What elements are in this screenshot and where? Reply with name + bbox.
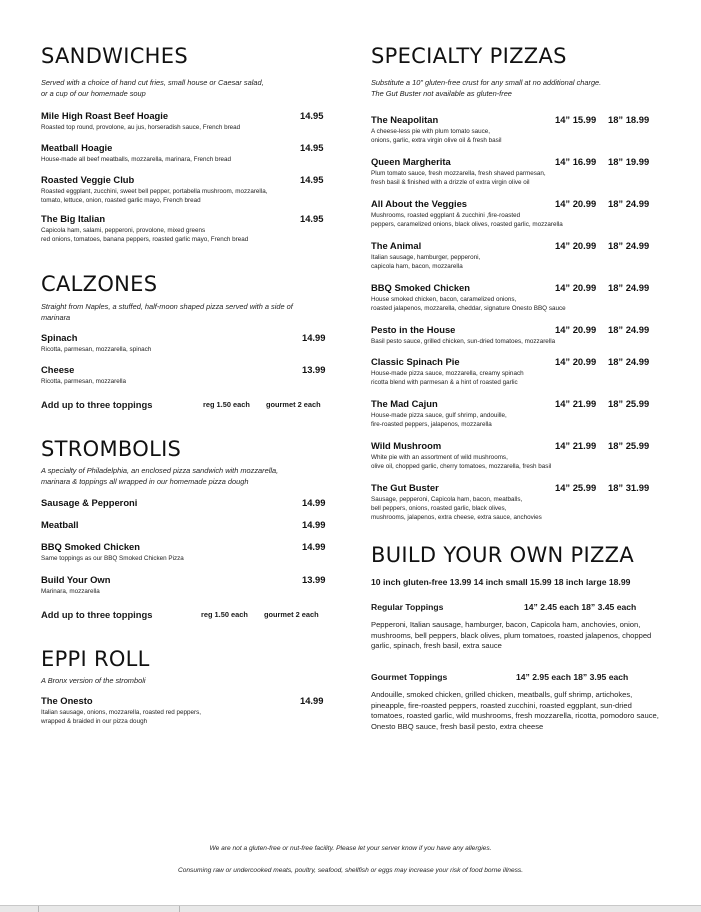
menu-item [371, 398, 661, 429]
item-price: 14.95 [300, 213, 324, 224]
build-your-own-title: BUILD YOUR OWN PIZZA [371, 543, 635, 567]
pizza-sizes-line: 10 inch gluten-free 13.99 14 inch small 15.99 18 inch large 18.99 [371, 577, 631, 587]
item-price: 14.95 [300, 174, 324, 185]
menu-item [41, 364, 329, 386]
add-toppings-label: Add up to three toppings [41, 609, 153, 620]
calzones-note: Straight from Naples, a stuffed, half-moon shaped pizza served with a side of marinara [41, 302, 293, 322]
item-name: Meatball Hoagie [41, 142, 113, 153]
item-name: All About the Veggies [371, 198, 468, 209]
price-14-inch: 14” 21.99 [555, 440, 597, 451]
price-18-inch: 18” 24.99 [608, 240, 650, 251]
price-14-inch: 14” 16.99 [555, 156, 597, 167]
strip-segment [39, 906, 180, 912]
gourmet-toppings-label: Gourmet Toppings [371, 672, 448, 682]
item-description: Mushrooms, roasted eggplant & zucchini ,fire-roasted peppers, caramelized onions, black olives, roasted garlic, mozzarella [371, 212, 563, 228]
item-name: The Onesto [41, 695, 93, 706]
menu-item [41, 174, 329, 205]
item-description: A cheese-less pie with plum tomato sauce, onions, garlic, extra virgin olive oil & fresh basil [371, 128, 502, 144]
item-price: 14.99 [302, 497, 326, 508]
item-description: Plum tomato sauce, fresh mozzarella, fresh shaved parmesan, fresh basil & finished with a drizzle of extra virgin olive oil [371, 170, 546, 186]
item-name: Sausage & Pepperoni [41, 497, 138, 508]
menu-item [41, 695, 329, 726]
item-price: 14.99 [302, 541, 326, 552]
price-14-inch: 14” 20.99 [555, 282, 597, 293]
allergy-notice: We are not a gluten-free or nut-free facility. Please let your server know if you have any allergies. [209, 845, 492, 852]
price-14-inch: 14” 20.99 [555, 356, 597, 367]
menu-item [41, 519, 329, 531]
menu-item [41, 110, 329, 132]
item-price: 14.99 [302, 332, 326, 343]
item-price: 13.99 [302, 364, 326, 375]
item-name: BBQ Smoked Chicken [371, 282, 470, 293]
strombolis-note: A specialty of Philadelphia, an enclosed pizza sandwich with mozzarella, marinara & toppings all wrapped in our homemade pizza dough [41, 466, 279, 486]
item-name: The Neapolitan [371, 114, 439, 125]
item-name: Meatball [41, 519, 79, 530]
price-18-inch: 18” 25.99 [608, 440, 650, 451]
specialty-pizzas-note: Substitute a 10" gluten-free crust for any small at no additional charge. The Gut Buster not available as gluten-free [371, 78, 602, 98]
item-description: Basil pesto sauce, grilled chicken, sun-dried tomatoes, mozzarella [371, 338, 556, 345]
strip-segment [0, 906, 39, 912]
price-14-inch: 14” 20.99 [555, 198, 597, 209]
gourmet-toppings-prices: 14” 2.95 each 18” 3.95 each [516, 672, 629, 682]
item-name: Cheese [41, 364, 75, 375]
price-18-inch: 18” 25.99 [608, 398, 650, 409]
add-toppings-line [41, 399, 329, 411]
item-description: Ricotta, parmesan, mozzarella, spinach [41, 346, 152, 353]
price-14-inch: 14” 20.99 [555, 240, 597, 251]
item-name: Spinach [41, 332, 78, 343]
menu-item [41, 332, 329, 354]
item-description: Roasted top round, provolone, au jus, horseradish sauce, French bread [41, 124, 241, 131]
item-description: Italian sausage, hamburger, pepperoni, capicola ham, bacon, mozzarella [371, 254, 481, 270]
menu-item [371, 440, 661, 471]
menu-item [41, 142, 329, 164]
menu-item [371, 198, 661, 229]
price-18-inch: 18” 24.99 [608, 282, 650, 293]
add-toppings-label: Add up to three toppings [41, 399, 153, 410]
item-name: The Big Italian [41, 213, 106, 224]
price-18-inch: 18” 24.99 [608, 198, 650, 209]
menu-item [371, 482, 661, 522]
item-price: 14.95 [300, 110, 324, 121]
regular-toppings-list: Pepperoni, Italian sausage, hamburger, bacon, Capicola ham, anchovies, onion, mushrooms, bell peppers, black olives, plum tomatoes, roasted jalapenos, chopped garlic, spinach, fresh basil, extra sauce [371, 620, 652, 650]
item-name: BBQ Smoked Chicken [41, 541, 140, 552]
item-name: Build Your Own [41, 574, 111, 585]
price-14-inch: 14” 20.99 [555, 324, 597, 335]
item-name: Pesto in the House [371, 324, 456, 335]
eppi-roll-note: A Bronx version of the stromboli [41, 676, 146, 685]
item-description: Roasted eggplant, zucchini, sweet bell pepper, portabella mushroom, mozzarella, tomato, lettuce, onion, roasted garlic mayo, French bread [41, 188, 268, 204]
item-price: 13.99 [302, 574, 326, 585]
item-name: Mile High Roast Beef Hoagie [41, 110, 169, 121]
item-description: Sausage, pepperoni, Capicola ham, bacon, meatballs, bell peppers, onions, roasted garlic, black olives, mushrooms, jalapenos, extra cheese, extra sauce, anchovies [371, 496, 542, 521]
item-name: The Gut Buster [371, 482, 439, 493]
regular-topping-price: reg 1.50 each [203, 400, 250, 409]
item-description: House-made pizza sauce, gulf shrimp, andouille, fire-roasted peppers, jalapenos, mozzarella [371, 412, 507, 428]
regular-toppings-prices: 14” 2.45 each 18” 3.45 each [524, 602, 637, 612]
gourmet-toppings-list: Andouille, smoked chicken, grilled chicken, meatballs, gulf shrimp, artichokes, pineapple, fire-roasted peppers, roasted zucchini, roasted eggplant, sun-dried tomatoes, roasted garlic, wild mushrooms, fresh mozzarella, ricotta, pomodoro sauce, Onesto BBQ sauce, fresh basil pesto, extra cheese [371, 690, 659, 731]
item-description: House-made pizza sauce, mozzarella, creamy spinach ricotta blend with parmesan & a hint of roasted garlic [371, 370, 524, 386]
menu-item [41, 541, 329, 563]
item-name: Roasted Veggie Club [41, 174, 135, 185]
gourmet-topping-price: gourmet 2 each [266, 400, 321, 409]
strombolis-title: STROMBOLIS [41, 437, 182, 461]
item-name: The Animal [371, 240, 422, 251]
item-name: The Mad Cajun [371, 398, 438, 409]
item-description: Capicola ham, salami, pepperoni, provolone, mixed greens red onions, tomatoes, banana peppers, roasted garlic mayo, French bread [41, 227, 249, 243]
item-name: Classic Spinach Pie [371, 356, 460, 367]
eppi-roll-title: EPPI ROLL [41, 647, 150, 671]
menu-item [41, 574, 329, 596]
menu-item [371, 324, 661, 346]
item-description: House-made all beef meatballs, mozzarella, marinara, French bread [41, 156, 232, 163]
price-18-inch: 18” 31.99 [608, 482, 650, 493]
sandwiches-note: Served with a choice of hand cut fries, small house or Caesar salad, or a cup of our homemade soup [41, 78, 264, 98]
item-price: 14.99 [300, 695, 324, 706]
item-price: 14.99 [302, 519, 326, 530]
specialty-pizzas-title: SPECIALTY PIZZAS [371, 44, 567, 68]
add-toppings-line [41, 609, 329, 621]
price-14-inch: 14” 21.99 [555, 398, 597, 409]
price-18-inch: 18” 19.99 [608, 156, 650, 167]
menu-item [371, 156, 661, 187]
gourmet-topping-price: gourmet 2 each [264, 610, 319, 619]
item-description: White pie with an assortment of wild mushrooms, olive oil, chopped garlic, cherry tomatoes, mozzarella, fresh basil [371, 454, 552, 470]
menu-item [371, 282, 661, 313]
item-description: Same toppings as our BBQ Smoked Chicken Pizza [41, 555, 184, 562]
calzones-title: CALZONES [41, 272, 158, 296]
item-description: Ricotta, parmesan, mozzarella [41, 378, 127, 385]
item-name: Queen Margherita [371, 156, 451, 167]
menu-item [41, 497, 329, 509]
price-18-inch: 18” 24.99 [608, 356, 650, 367]
regular-toppings-label: Regular Toppings [371, 602, 444, 612]
item-name: Wild Mushroom [371, 440, 442, 451]
item-price: 14.95 [300, 142, 324, 153]
price-14-inch: 14” 15.99 [555, 114, 597, 125]
regular-topping-price: reg 1.50 each [201, 610, 248, 619]
food-safety-notice: Consuming raw or undercooked meats, poultry, seafood, shellfish or eggs may increase your risk of food borne illness. [177, 867, 524, 874]
item-description: Italian sausage, onions, mozzarella, roasted red peppers, wrapped & braided in our pizza dough [41, 709, 201, 725]
menu-item [41, 213, 329, 244]
item-description: Marinara, mozzarella [41, 588, 100, 595]
sandwiches-title: SANDWICHES [41, 44, 188, 68]
price-18-inch: 18” 18.99 [608, 114, 650, 125]
menu-item [371, 356, 661, 387]
price-18-inch: 18” 24.99 [608, 324, 650, 335]
price-14-inch: 14” 25.99 [555, 482, 597, 493]
menu-item [371, 114, 661, 145]
item-description: House smoked chicken, bacon, caramelized onions, roasted jalapenos, mozzarella, cheddar, signature Onesto BBQ sauce [371, 296, 566, 312]
menu-item [371, 240, 661, 271]
